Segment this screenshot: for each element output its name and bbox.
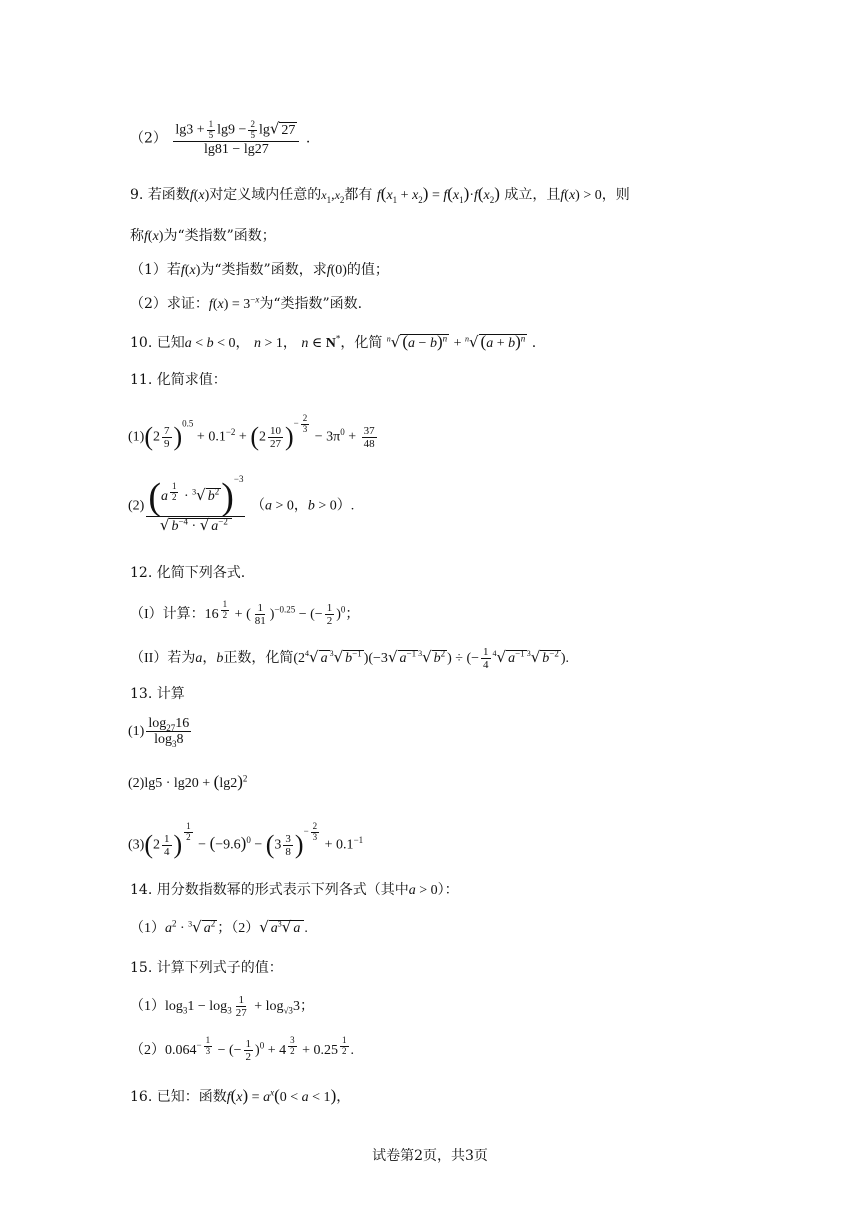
q12-part2: （II）若为a，b正数，化简($2^4√$ a $^3$√ $b^{-1}$ )(−3√ $a^{-1}$ $^3$√ $b^2$ ) ÷ (− $\frac{1}{4}$ $^4$√ $a^{-1}$ $^3$√ $b^{-2}$ ). bbox=[130, 646, 569, 672]
q8-part2-label: （2） bbox=[130, 130, 167, 147]
q9-p1-c: 的值； bbox=[346, 262, 389, 278]
q9-line2: 称f(x)为“类指数”函数； bbox=[130, 228, 276, 244]
q9-line2-a: 称 bbox=[130, 228, 144, 244]
q15-part1: $(1)\log_31 - \log_3$ $\frac{1}{27}$ + $\log_{√3}3$； bbox=[130, 994, 314, 1020]
q16-text-a: 已知：函数 bbox=[156, 1089, 227, 1105]
q15-part2: $(2)0.064^{- \frac{1}{3}}$ − (− $\frac{1}{2}$ )$^0$ + 4 $^{\frac{3}{2}}$ + 0.25 $^{\frac{1}{2}}$ . bbox=[130, 1035, 355, 1064]
q14-title: 14. 用分数指数幂的形式表示下列各式（其中a > 0）： bbox=[130, 882, 459, 898]
q14-end: . bbox=[304, 921, 308, 936]
q11-p1-label: (1) bbox=[128, 429, 145, 445]
q11-part2: (2) (a $^{\frac{1}{2}}$ · $^3$√ $b^2)^{-3}$ √ $b^{-4}$ · √ $a^{-2}$ （a > 0，b > 0）. bbox=[128, 474, 355, 534]
q12-p2-c: 正数，化简 bbox=[223, 650, 294, 666]
q11-p2-cond-b: ， bbox=[293, 498, 308, 514]
q8-part2-end: . bbox=[305, 130, 311, 147]
q12-p2-end: . bbox=[565, 650, 569, 666]
q15-title bbox=[130, 960, 283, 977]
q15-title-text: 计算下列式子的值： bbox=[156, 960, 283, 976]
q11-part1: (1)(2 $\frac{7}{9}$ )$^{0.5} + 0.1^{-2} + (2$ $\frac{10}{27}$ )$^{- \frac{2}{3}}$ − $3\pi^0$ + $\frac{37}{48}$ bbox=[128, 413, 375, 452]
q9-part1: （1）若f(x)为“类指数”函数，求f(0)的值； bbox=[130, 262, 389, 278]
q12-p1-end: ； bbox=[345, 607, 360, 623]
q9-p1-b: 为“类指数”函数，求 bbox=[200, 262, 327, 278]
q12-number: 12. bbox=[130, 565, 153, 581]
q12-title-text: 化简下列各式. bbox=[156, 565, 246, 581]
q12-p2-b: ， bbox=[202, 650, 217, 666]
q15-number: 15. bbox=[130, 960, 153, 976]
q10-number: 10. bbox=[130, 335, 153, 351]
q12-title bbox=[130, 565, 245, 582]
q11-number: 11. bbox=[130, 372, 153, 388]
q9-p1-label: （1）若 bbox=[130, 262, 181, 278]
q9-text-a: 若函数 bbox=[147, 187, 190, 203]
q13-p1-label: (1) bbox=[128, 724, 145, 740]
q13-part1: (1) $\frac{\log_{27}16}{\log_38}$ bbox=[128, 716, 190, 750]
q8-part2-numerator: lg3 + $\frac{1}{5}$ lg9 − $\frac{2}{5}$ lg√ 27 bbox=[173, 120, 299, 142]
q9-text-c: 都有 bbox=[344, 187, 373, 203]
q10: 10. 已知a < b < 0， n > 1， n ∈ N*，化简 $^n$√ $(a - b)^n + ^n√$ $(a + b)^n$ . bbox=[130, 332, 537, 351]
q8-part2 bbox=[130, 120, 310, 157]
q15-p1-end: ； bbox=[299, 998, 314, 1014]
q13-part2: $(2)\lg 5 \cdot \lg 20 + (\lg 2)^2$ bbox=[128, 772, 248, 791]
q14-parts: $(1)a^2 \cdot ^3√$ $a^2$ ；（2）√ $a^3√$ a . bbox=[130, 918, 308, 936]
q9-text-d: 成立，且 bbox=[504, 187, 561, 203]
q10-end: . bbox=[531, 335, 537, 351]
q10-text-c: ， bbox=[282, 335, 297, 351]
q13-part3: (3)(2 $\frac{1}{4}$ ) $^{\frac{1}{2}}$ − $(-9.6)^0 - (3$ $\frac{3}{8}$ )$^{- \frac{2}{3}}$ + $0.1^{-1}$ bbox=[128, 821, 364, 860]
q13-title-text: 计算 bbox=[156, 686, 185, 702]
q12-p1-label: （I）计算： bbox=[130, 607, 205, 623]
q15-p2-label: （2） bbox=[130, 1043, 165, 1059]
q14-title-b: ）： bbox=[437, 882, 459, 898]
q9-line2-b: 为“类指数”函数； bbox=[163, 228, 276, 244]
q13-p2-label: (2) bbox=[128, 776, 145, 791]
q9-number: 9. bbox=[130, 187, 144, 203]
q11-p2-cond: （ bbox=[250, 498, 265, 514]
q9-p2-b: 为“类指数”函数. bbox=[259, 296, 363, 312]
q9-text-e: ，则 bbox=[601, 187, 630, 203]
q16: 16. 已知：函数$f(x) = a^x(0 < a < 1)$， bbox=[130, 1086, 351, 1105]
q9-functional-eq: f bbox=[376, 188, 381, 203]
q16-number: 16. bbox=[130, 1089, 153, 1105]
q10-text-a: 已知 bbox=[156, 335, 185, 351]
q13-p3-label: (3) bbox=[128, 837, 145, 853]
q13-number: 13. bbox=[130, 686, 153, 702]
q9-text-b: 对定义域内任意的 bbox=[209, 187, 322, 203]
q14-number: 14. bbox=[130, 882, 153, 898]
q12-p2-label: （II）若为 bbox=[130, 650, 196, 666]
q13-title bbox=[130, 686, 185, 703]
q14-p1-label: （1） bbox=[130, 921, 165, 936]
q11-title bbox=[130, 372, 227, 389]
q16-end: ， bbox=[336, 1089, 351, 1105]
q12-part1: （I）计算：16 $^{\frac{1}{2}}$ + ( $\frac{1}{81}$ )$^{-0.25}$ − (− $\frac{1}{2}$ )$^0$； bbox=[130, 599, 360, 628]
q15-p2-end: . bbox=[350, 1043, 355, 1059]
q9-p2-label: （2）求证： bbox=[130, 296, 209, 312]
q11-p2-label: (2) bbox=[128, 498, 145, 514]
q9-fx: f bbox=[189, 188, 194, 203]
q9-line1: 9. 若函数f(x)对定义域内任意的$x_1,x_2$都有 $f(x_1 + x_2) = f(x_1)\cdot f(x_2)$ 成立，且f(x) > 0，则 bbox=[130, 184, 630, 205]
q10-text-d: ，化简 bbox=[340, 335, 383, 351]
q11-p2-cond-c: ）. bbox=[336, 498, 355, 514]
q8-part2-fraction bbox=[173, 120, 299, 157]
q15-p1-label: （1） bbox=[130, 998, 165, 1014]
q8-part2-denominator: lg81 − lg27 bbox=[204, 141, 269, 157]
q14-sep: ；（2） bbox=[217, 921, 260, 936]
q9-part2: （2）求证：$f(x) = 3^{-x}$为“类指数”函数. bbox=[130, 294, 363, 312]
page-footer: 试卷第2页，共3页 bbox=[372, 1148, 488, 1164]
q10-text-b: ， bbox=[235, 335, 250, 351]
q14-title-a: 用分数指数幂的形式表示下列各式（其中 bbox=[156, 882, 409, 898]
q11-title-text: 化简求值： bbox=[156, 372, 227, 388]
